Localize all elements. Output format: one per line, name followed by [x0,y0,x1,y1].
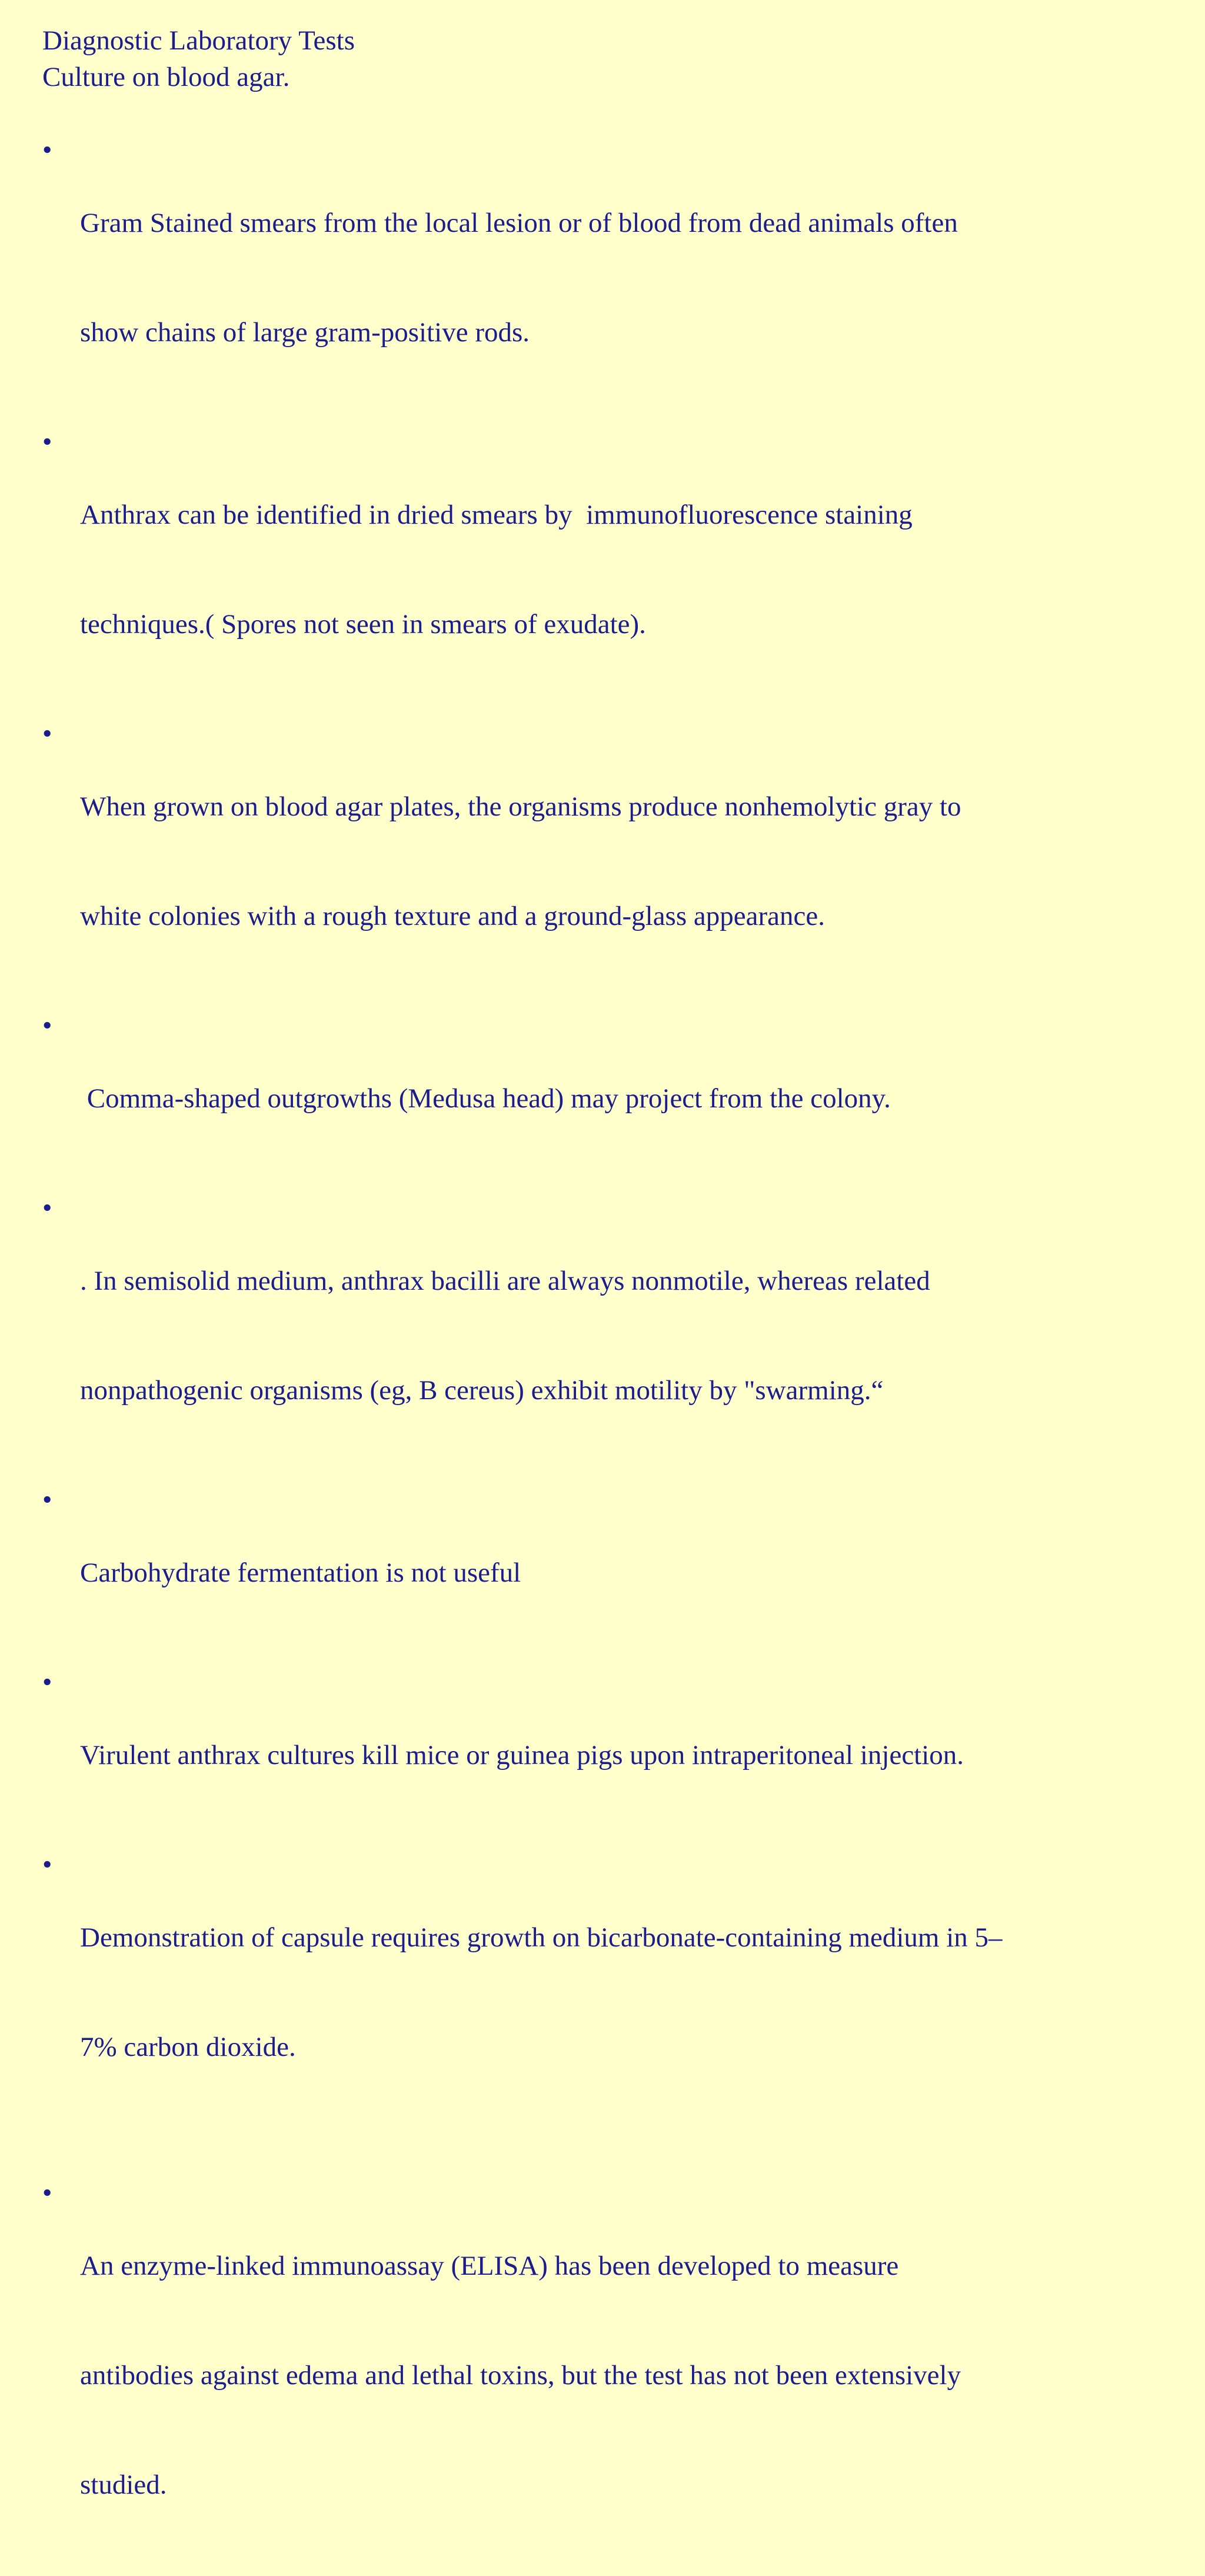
bullet-item [42,1846,1160,2138]
bullet-text [80,132,1160,424]
bullet-icon: • [42,718,52,749]
bullet-line: When grown on blood agar plates, the organisms produce nonhemolytic gray to [80,791,961,822]
bullet-text [80,1007,1160,1190]
bullet-item [42,1664,1160,1846]
bullet-item [42,2175,1160,2576]
bullet-item [42,1190,1160,1482]
bullet-line: white colonies with a rough texture and a ground-glass appearance. [80,901,825,931]
bullet-icon: • [42,1485,52,1515]
bullet-line: An enzyme-linked immunoassay (ELISA) has been developed to measure [80,2251,899,2281]
bullet-icon: • [42,1193,52,1223]
bullet-line: nonpathogenic organisms (eg, B cereus) exhibit motility by "swarming.“ [80,1375,884,1406]
bullet-line: antibodies against edema and lethal toxins, but the test has not been extensively [80,2360,961,2391]
bullet-text [80,1846,1160,2138]
bullet-item [42,715,1160,1007]
bullet-icon: • [42,1010,52,1041]
bullet-icon: • [42,1667,52,1698]
bullet-text [80,1190,1160,1482]
bullet-line: Virulent anthrax cultures kill mice or guinea pigs upon intraperitoneal injection. [80,1740,964,1770]
bullet-line: techniques.( Spores not seen in smears of exudate). [80,609,646,640]
bullet-line: show chains of large gram-positive rods. [80,317,530,348]
bullet-text [80,715,1160,1007]
bullet-text [80,2175,1160,2576]
bullet-item [42,1482,1160,1664]
bullet-line: . In semisolid medium, anthrax bacilli are always nonmotile, whereas related [80,1266,930,1296]
bullet-icon: • [42,427,52,457]
bullet-line: Gram Stained smears from the local lesion or of blood from dead animals often [80,208,958,238]
slide-title: Diagnostic Laboratory Tests [42,25,355,56]
bullet-text [80,1482,1160,1664]
bullet-line: Comma-shaped outgrowths (Medusa head) may project from the colony. [80,1083,891,1114]
slide-heading [42,22,355,95]
slide-subtitle: Culture on blood agar. [42,62,290,92]
bullet-list [42,132,1160,2576]
bullet-item [42,132,1160,424]
bullet-line: 7% carbon dioxide. [80,2032,296,2062]
bullet-text [80,424,1160,715]
bullet-line: Carbohydrate fermentation is not useful [80,1557,521,1588]
bullet-icon: • [42,135,52,165]
bullet-line: Anthrax can be identified in dried smears by immunofluorescence staining [80,500,913,530]
bullet-line: Demonstration of capsule requires growth on bicarbonate-containing medium in 5– [80,1922,1003,1953]
bullet-icon: • [42,2178,52,2208]
bullet-icon: • [42,1849,52,1880]
bullet-item [42,1007,1160,1190]
bullet-item [42,424,1160,715]
bullet-text [80,1664,1160,1846]
bullet-line: studied. [80,2470,167,2500]
